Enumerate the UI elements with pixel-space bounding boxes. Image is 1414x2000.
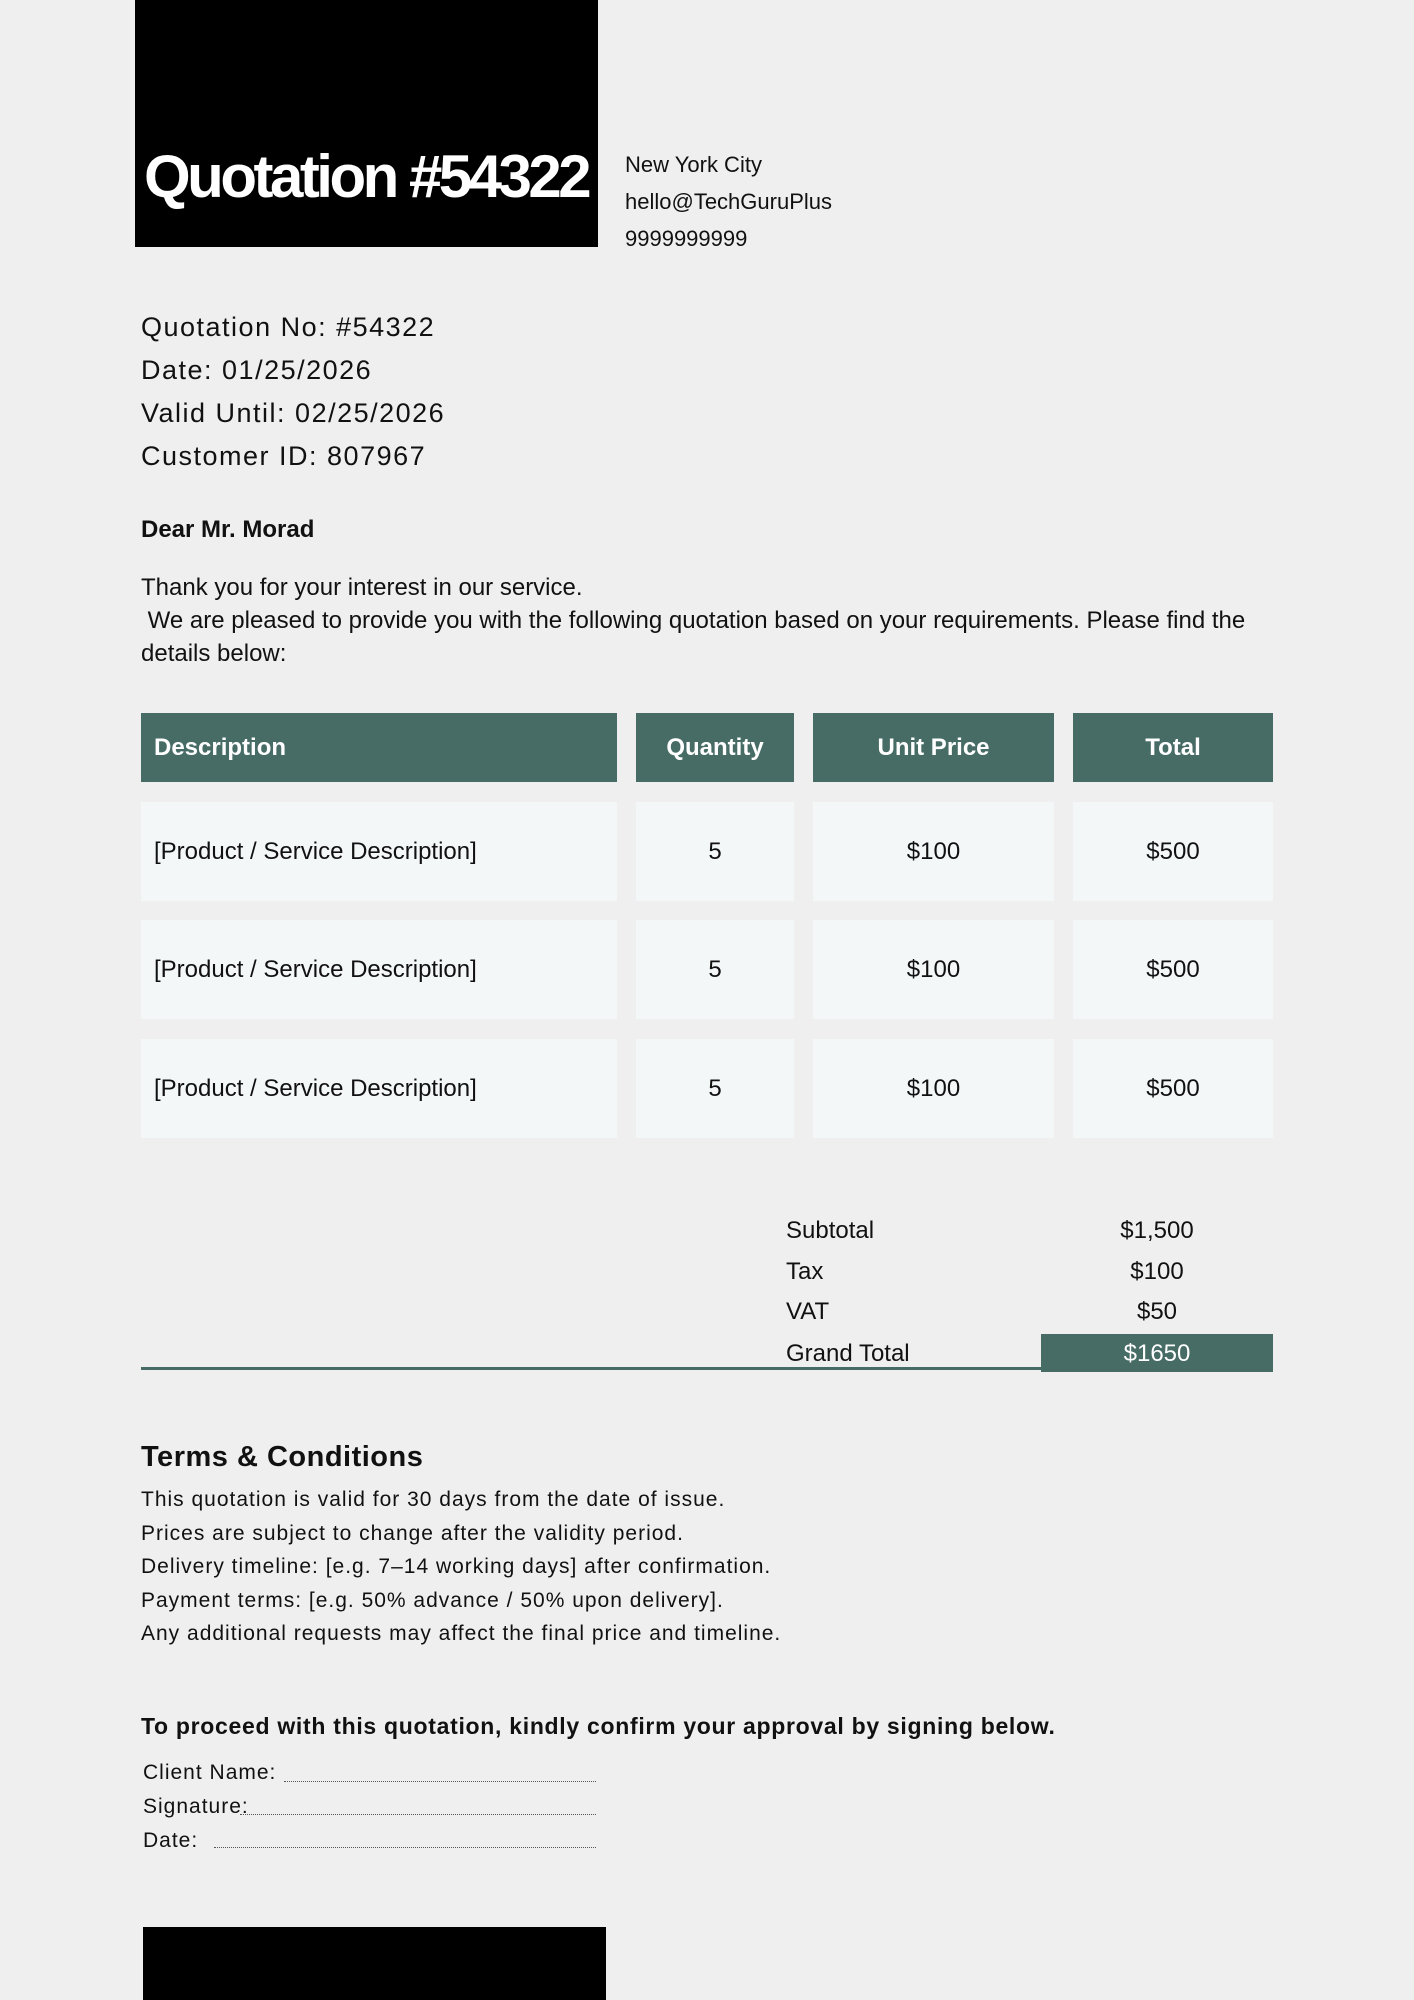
footer-block [143,1927,606,2000]
grand-total-value: $1650 [1123,1340,1191,1367]
valid-until: Valid Until: 02/25/2026 [141,398,446,428]
date-field[interactable] [214,1847,596,1848]
table-cell-quantity: 5 [636,802,794,901]
greeting: Dear Mr. Morad [141,516,315,543]
vat-value: $50 [1136,1298,1178,1325]
quotation-number: Quotation No: #54322 [141,312,436,342]
intro-line-1: Thank you for your interest in our service. [141,574,583,601]
terms-item: This quotation is valid for 30 days from the date of issue. [141,1488,726,1511]
approval-prompt: To proceed with this quotation, kindly confirm your approval by signing below. [141,1713,1056,1739]
intro-line-2: We are pleased to provide you with the following quotation based on your requirements. Please find the details below: [141,607,1252,667]
table-header-unit-price: Unit Price [813,713,1054,782]
table-cell-description: [Product / Service Description] [141,920,617,1019]
terms-item: Payment terms: [e.g. 50% advance / 50% upon delivery]. [141,1588,724,1612]
table-cell-quantity: 5 [636,920,794,1019]
subtotal-label: Subtotal [786,1217,875,1244]
contact-email: hello@TechGuruPlus [625,189,832,214]
client-name-field[interactable] [284,1781,596,1782]
terms-list [141,1483,781,1651]
client-name-label: Client Name: [143,1761,277,1784]
table-cell-unit-price: $100 [813,1039,1054,1138]
table-header-description: Description [141,713,617,782]
terms-title: Terms & Conditions [141,1441,424,1473]
table-header-total: Total [1073,713,1273,782]
subtotal-value: $1,500 [1120,1217,1194,1244]
contact-city: New York City [625,152,762,177]
terms-item: Prices are subject to change after the validity period. [141,1521,684,1545]
terms-item: Any additional requests may affect the final price and timeline. [141,1622,782,1645]
table-cell-total: $500 [1073,920,1273,1019]
table-cell-quantity: 5 [636,1039,794,1138]
table-cell-description: [Product / Service Description] [141,1039,617,1138]
company-contact [625,146,832,257]
table-cell-total: $500 [1073,802,1273,901]
signature-label: Signature: [143,1795,249,1818]
table-cell-unit-price: $100 [813,802,1054,901]
date-label: Date: [143,1829,199,1852]
tax-label: Tax [786,1258,824,1285]
table-cell-unit-price: $100 [813,920,1054,1019]
terms-item: Delivery timeline: [e.g. 7–14 working days] after confirmation. [141,1555,772,1578]
quotation-date: Date: 01/25/2026 [141,355,373,385]
grand-total-label: Grand Total [786,1340,910,1367]
quotation-meta [141,306,445,478]
signature-field[interactable] [240,1814,596,1815]
customer-id: Customer ID: 807967 [141,441,427,471]
contact-phone: 9999999999 [625,226,748,251]
table-cell-description: [Product / Service Description] [141,802,617,901]
vat-label: VAT [786,1298,830,1325]
table-header-quantity: Quantity [636,713,794,782]
intro-text [141,571,1281,670]
table-cell-total: $500 [1073,1039,1273,1138]
tax-value: $100 [1130,1258,1184,1285]
page-title: Quotation #54322 [144,143,589,210]
